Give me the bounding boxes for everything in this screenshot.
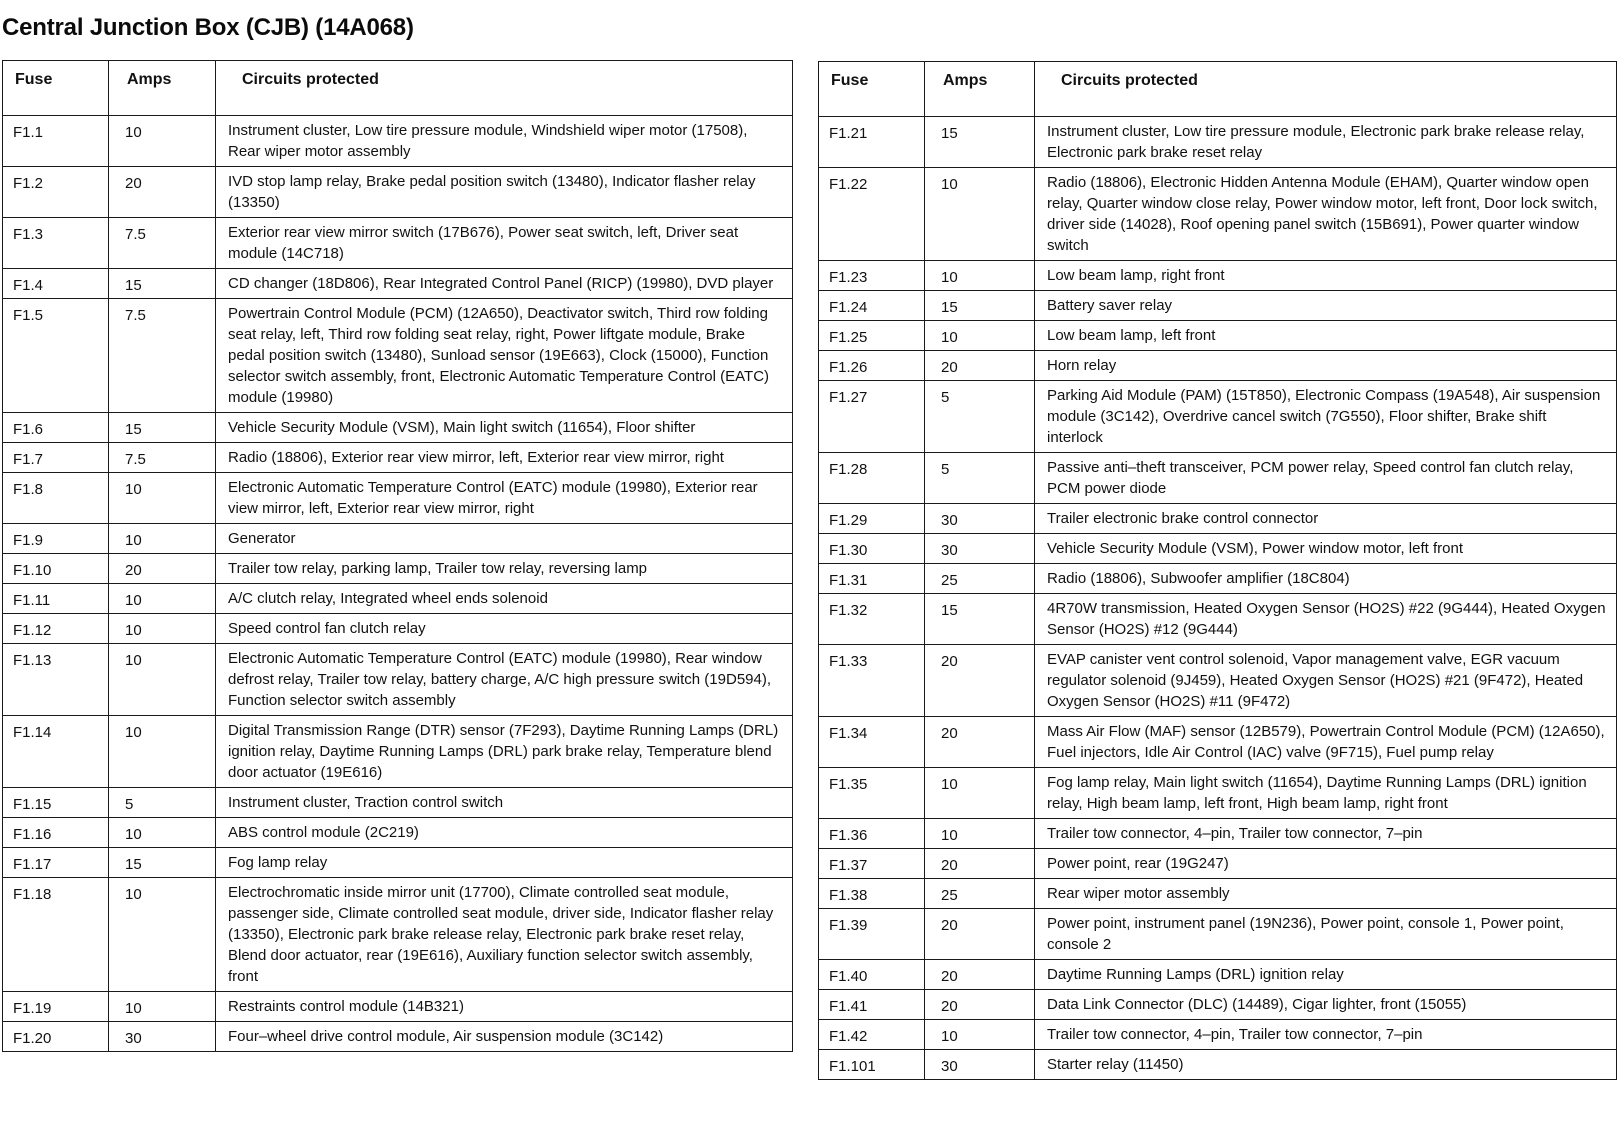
table-row (3, 443, 793, 473)
amps-cell: 10 (109, 992, 216, 1022)
fuse-id-cell: F1.37 (819, 849, 925, 879)
fuse-id-cell: F1.21 (819, 117, 925, 168)
fuse-id-cell: F1.14 (3, 716, 109, 788)
circuits-cell: Fog lamp relay (216, 848, 793, 878)
amps-cell: 30 (925, 1050, 1035, 1080)
amps-cell: 20 (109, 554, 216, 584)
circuits-cell: Passive anti–theft transceiver, PCM power relay, Speed control fan clutch relay, PCM power diode (1035, 453, 1617, 504)
circuits-cell: Mass Air Flow (MAF) sensor (12B579), Powertrain Control Module (PCM) (12A650), Fuel injectors, Idle Air Control (IAC) valve (9F715), Fuel pump relay (1035, 717, 1617, 768)
table-row (3, 116, 793, 167)
table-row (819, 1050, 1617, 1080)
circuits-cell: Trailer tow relay, parking lamp, Trailer tow relay, reversing lamp (216, 554, 793, 584)
fuse-id-cell: F1.1 (3, 116, 109, 167)
fuse-id-cell: F1.42 (819, 1020, 925, 1050)
fuse-id-cell: F1.27 (819, 381, 925, 453)
table-row (3, 644, 793, 716)
fuse-id-cell: F1.18 (3, 878, 109, 992)
table-row (819, 990, 1617, 1020)
fuse-id-cell: F1.40 (819, 960, 925, 990)
amps-cell: 15 (925, 594, 1035, 645)
circuits-cell: Vehicle Security Module (VSM), Main light switch (11654), Floor shifter (216, 413, 793, 443)
amps-cell: 10 (109, 524, 216, 554)
amps-cell: 20 (925, 645, 1035, 717)
table-row (3, 473, 793, 524)
circuits-cell: Electronic Automatic Temperature Control (EATC) module (19980), Exterior rear view mirror, left, Exterior rear view mirror, right (216, 473, 793, 524)
circuits-cell: Instrument cluster, Low tire pressure module, Electronic park brake release relay, Electronic park brake reset relay (1035, 117, 1617, 168)
page-title: Central Junction Box (CJB) (14A068) (2, 14, 414, 41)
table-row (3, 299, 793, 413)
table-row (3, 167, 793, 218)
amps-cell: 30 (109, 1022, 216, 1052)
circuits-cell: Power point, instrument panel (19N236), Power point, console 1, Power point, console 2 (1035, 909, 1617, 960)
table-row (819, 291, 1617, 321)
fuse-id-cell: F1.28 (819, 453, 925, 504)
amps-cell: 10 (925, 321, 1035, 351)
amps-cell: 10 (109, 716, 216, 788)
circuits-cell: Electrochromatic inside mirror unit (17700), Climate controlled seat module, passenger side, Climate controlled seat module, driver side, Indicator flasher relay (13350), Electronic park brake release relay, Electronic park brake reset relay, Blend door actuator, rear (19E616), Auxiliary function selector switch assembly, front (216, 878, 793, 992)
circuits-cell: Horn relay (1035, 351, 1617, 381)
table-row (3, 878, 793, 992)
fuse-id-cell: F1.101 (819, 1050, 925, 1080)
amps-cell: 25 (925, 564, 1035, 594)
table-header-row (819, 62, 1617, 117)
fuse-table-left (2, 60, 793, 1052)
fuse-id-cell: F1.34 (819, 717, 925, 768)
circuits-cell: Vehicle Security Module (VSM), Power window motor, left front (1035, 534, 1617, 564)
circuits-cell: Digital Transmission Range (DTR) sensor (7F293), Daytime Running Lamps (DRL) ignition relay, Daytime Running Lamps (DRL) park brake relay, Temperature blend door actuator (19E616) (216, 716, 793, 788)
fuse-id-cell: F1.8 (3, 473, 109, 524)
circuits-cell: Generator (216, 524, 793, 554)
table-row (3, 554, 793, 584)
circuits-cell: Trailer electronic brake control connector (1035, 504, 1617, 534)
circuits-cell: Battery saver relay (1035, 291, 1617, 321)
fuse-id-cell: F1.15 (3, 788, 109, 818)
circuits-cell: Restraints control module (14B321) (216, 992, 793, 1022)
circuits-cell: Speed control fan clutch relay (216, 614, 793, 644)
table-row (819, 594, 1617, 645)
fuse-id-cell: F1.25 (819, 321, 925, 351)
amps-cell: 7.5 (109, 443, 216, 473)
table-row (3, 524, 793, 554)
fuse-id-cell: F1.10 (3, 554, 109, 584)
table-row (819, 534, 1617, 564)
table-row (819, 564, 1617, 594)
table-row (3, 269, 793, 299)
table-row (3, 818, 793, 848)
fuse-id-cell: F1.12 (3, 614, 109, 644)
table-row (3, 413, 793, 443)
circuits-cell: Instrument cluster, Low tire pressure module, Windshield wiper motor (17508), Rear wiper motor assembly (216, 116, 793, 167)
table-row (819, 453, 1617, 504)
amps-cell: 30 (925, 534, 1035, 564)
circuits-cell: Low beam lamp, left front (1035, 321, 1617, 351)
fuse-id-cell: F1.20 (3, 1022, 109, 1052)
amps-cell: 5 (925, 453, 1035, 504)
amps-cell: 20 (925, 351, 1035, 381)
fuse-id-cell: F1.33 (819, 645, 925, 717)
amps-cell: 10 (109, 116, 216, 167)
fuse-id-cell: F1.6 (3, 413, 109, 443)
fuse-id-cell: F1.9 (3, 524, 109, 554)
amps-cell: 10 (925, 261, 1035, 291)
header-circuits: Circuits protected (1035, 62, 1617, 117)
table-row (819, 819, 1617, 849)
fuse-id-cell: F1.4 (3, 269, 109, 299)
table-row (3, 614, 793, 644)
amps-cell: 20 (925, 960, 1035, 990)
amps-cell: 15 (109, 413, 216, 443)
amps-cell: 20 (925, 849, 1035, 879)
amps-cell: 10 (925, 168, 1035, 261)
table-row (819, 1020, 1617, 1050)
circuits-cell: IVD stop lamp relay, Brake pedal position switch (13480), Indicator flasher relay (13350) (216, 167, 793, 218)
circuits-cell: A/C clutch relay, Integrated wheel ends solenoid (216, 584, 793, 614)
amps-cell: 20 (109, 167, 216, 218)
circuits-cell: CD changer (18D806), Rear Integrated Control Panel (RICP) (19980), DVD player (216, 269, 793, 299)
table-row (819, 909, 1617, 960)
amps-cell: 5 (109, 788, 216, 818)
table-row (819, 168, 1617, 261)
circuits-cell: Low beam lamp, right front (1035, 261, 1617, 291)
circuits-cell: Rear wiper motor assembly (1035, 879, 1617, 909)
table-row (819, 849, 1617, 879)
table-row (819, 351, 1617, 381)
fuse-id-cell: F1.13 (3, 644, 109, 716)
amps-cell: 7.5 (109, 218, 216, 269)
fuse-id-cell: F1.2 (3, 167, 109, 218)
amps-cell: 20 (925, 990, 1035, 1020)
amps-cell: 30 (925, 504, 1035, 534)
table-row (3, 848, 793, 878)
circuits-cell: Trailer tow connector, 4–pin, Trailer tow connector, 7–pin (1035, 1020, 1617, 1050)
amps-cell: 10 (109, 473, 216, 524)
fuse-id-cell: F1.31 (819, 564, 925, 594)
circuits-cell: ABS control module (2C219) (216, 818, 793, 848)
table-header-row (3, 61, 793, 116)
fuse-id-cell: F1.24 (819, 291, 925, 321)
amps-cell: 10 (925, 768, 1035, 819)
fuse-id-cell: F1.19 (3, 992, 109, 1022)
circuits-cell: Radio (18806), Electronic Hidden Antenna Module (EHAM), Quarter window open relay, Quarter window close relay, Power window motor, left front, Door lock switch, driver side (14028), Roof opening panel switch (15B691), Power quarter window switch (1035, 168, 1617, 261)
circuits-cell: Daytime Running Lamps (DRL) ignition relay (1035, 960, 1617, 990)
table-row (3, 716, 793, 788)
table-row (3, 218, 793, 269)
amps-cell: 10 (109, 614, 216, 644)
header-fuse: Fuse (3, 61, 109, 116)
amps-cell: 10 (109, 644, 216, 716)
circuits-cell: Parking Aid Module (PAM) (15T850), Electronic Compass (19A548), Air suspension module (3C142), Overdrive cancel switch (7G550), Floor shifter, Brake shift interlock (1035, 381, 1617, 453)
table-row (819, 645, 1617, 717)
table-row (819, 261, 1617, 291)
fuse-id-cell: F1.32 (819, 594, 925, 645)
circuits-cell: Powertrain Control Module (PCM) (12A650), Deactivator switch, Third row folding seat relay, left, Third row folding seat relay, right, Power liftgate module, Brake pedal position switch (13480), Sunload sensor (19E663), Clock (15000), Function selector switch assembly, front, Electronic Automatic Temperature Control (EATC) module (19980) (216, 299, 793, 413)
table-row (819, 117, 1617, 168)
amps-cell: 15 (925, 291, 1035, 321)
table-row (3, 1022, 793, 1052)
fuse-id-cell: F1.11 (3, 584, 109, 614)
amps-cell: 10 (925, 819, 1035, 849)
circuits-cell: Exterior rear view mirror switch (17B676), Power seat switch, left, Driver seat module (14C718) (216, 218, 793, 269)
table-row (819, 960, 1617, 990)
table-row (819, 504, 1617, 534)
table-row (3, 584, 793, 614)
fuse-id-cell: F1.39 (819, 909, 925, 960)
circuits-cell: Radio (18806), Exterior rear view mirror, left, Exterior rear view mirror, right (216, 443, 793, 473)
fuse-id-cell: F1.30 (819, 534, 925, 564)
circuits-cell: Radio (18806), Subwoofer amplifier (18C804) (1035, 564, 1617, 594)
fuse-id-cell: F1.35 (819, 768, 925, 819)
fuse-id-cell: F1.7 (3, 443, 109, 473)
fuse-id-cell: F1.29 (819, 504, 925, 534)
fuse-id-cell: F1.36 (819, 819, 925, 849)
fuse-id-cell: F1.22 (819, 168, 925, 261)
amps-cell: 10 (925, 1020, 1035, 1050)
amps-cell: 15 (925, 117, 1035, 168)
amps-cell: 10 (109, 818, 216, 848)
fuse-id-cell: F1.41 (819, 990, 925, 1020)
header-amps: Amps (925, 62, 1035, 117)
fuse-id-cell: F1.5 (3, 299, 109, 413)
circuits-cell: Four–wheel drive control module, Air suspension module (3C142) (216, 1022, 793, 1052)
header-fuse: Fuse (819, 62, 925, 117)
table-row (819, 321, 1617, 351)
amps-cell: 25 (925, 879, 1035, 909)
circuits-cell: Trailer tow connector, 4–pin, Trailer tow connector, 7–pin (1035, 819, 1617, 849)
table-row (819, 381, 1617, 453)
table-row (819, 717, 1617, 768)
fuse-id-cell: F1.23 (819, 261, 925, 291)
amps-cell: 20 (925, 717, 1035, 768)
fuse-id-cell: F1.16 (3, 818, 109, 848)
fuse-id-cell: F1.26 (819, 351, 925, 381)
table-row (819, 768, 1617, 819)
fuse-id-cell: F1.17 (3, 848, 109, 878)
fuse-id-cell: F1.38 (819, 879, 925, 909)
amps-cell: 10 (109, 584, 216, 614)
circuits-cell: Starter relay (11450) (1035, 1050, 1617, 1080)
fuse-table-right (818, 61, 1617, 1080)
circuits-cell: Fog lamp relay, Main light switch (11654), Daytime Running Lamps (DRL) ignition relay, High beam lamp, left front, High beam lamp, right front (1035, 768, 1617, 819)
circuits-cell: Instrument cluster, Traction control switch (216, 788, 793, 818)
amps-cell: 20 (925, 909, 1035, 960)
amps-cell: 10 (109, 878, 216, 992)
amps-cell: 5 (925, 381, 1035, 453)
amps-cell: 15 (109, 848, 216, 878)
amps-cell: 15 (109, 269, 216, 299)
circuits-cell: EVAP canister vent control solenoid, Vapor management valve, EGR vacuum regulator solenoid (9J459), Heated Oxygen Sensor (HO2S) #21 (9F472), Heated Oxygen Sensor (HO2S) #11 (9F472) (1035, 645, 1617, 717)
table-row (3, 992, 793, 1022)
header-amps: Amps (109, 61, 216, 116)
circuits-cell: Electronic Automatic Temperature Control (EATC) module (19980), Rear window defrost relay, Trailer tow relay, battery charge, A/C high pressure switch (19D594), Function selector switch assembly (216, 644, 793, 716)
fuse-id-cell: F1.3 (3, 218, 109, 269)
table-row (3, 788, 793, 818)
circuits-cell: 4R70W transmission, Heated Oxygen Sensor (HO2S) #22 (9G444), Heated Oxygen Sensor (HO2S) #12 (9G444) (1035, 594, 1617, 645)
table-row (819, 879, 1617, 909)
amps-cell: 7.5 (109, 299, 216, 413)
circuits-cell: Data Link Connector (DLC) (14489), Cigar lighter, front (15055) (1035, 990, 1617, 1020)
circuits-cell: Power point, rear (19G247) (1035, 849, 1617, 879)
header-circuits: Circuits protected (216, 61, 793, 116)
